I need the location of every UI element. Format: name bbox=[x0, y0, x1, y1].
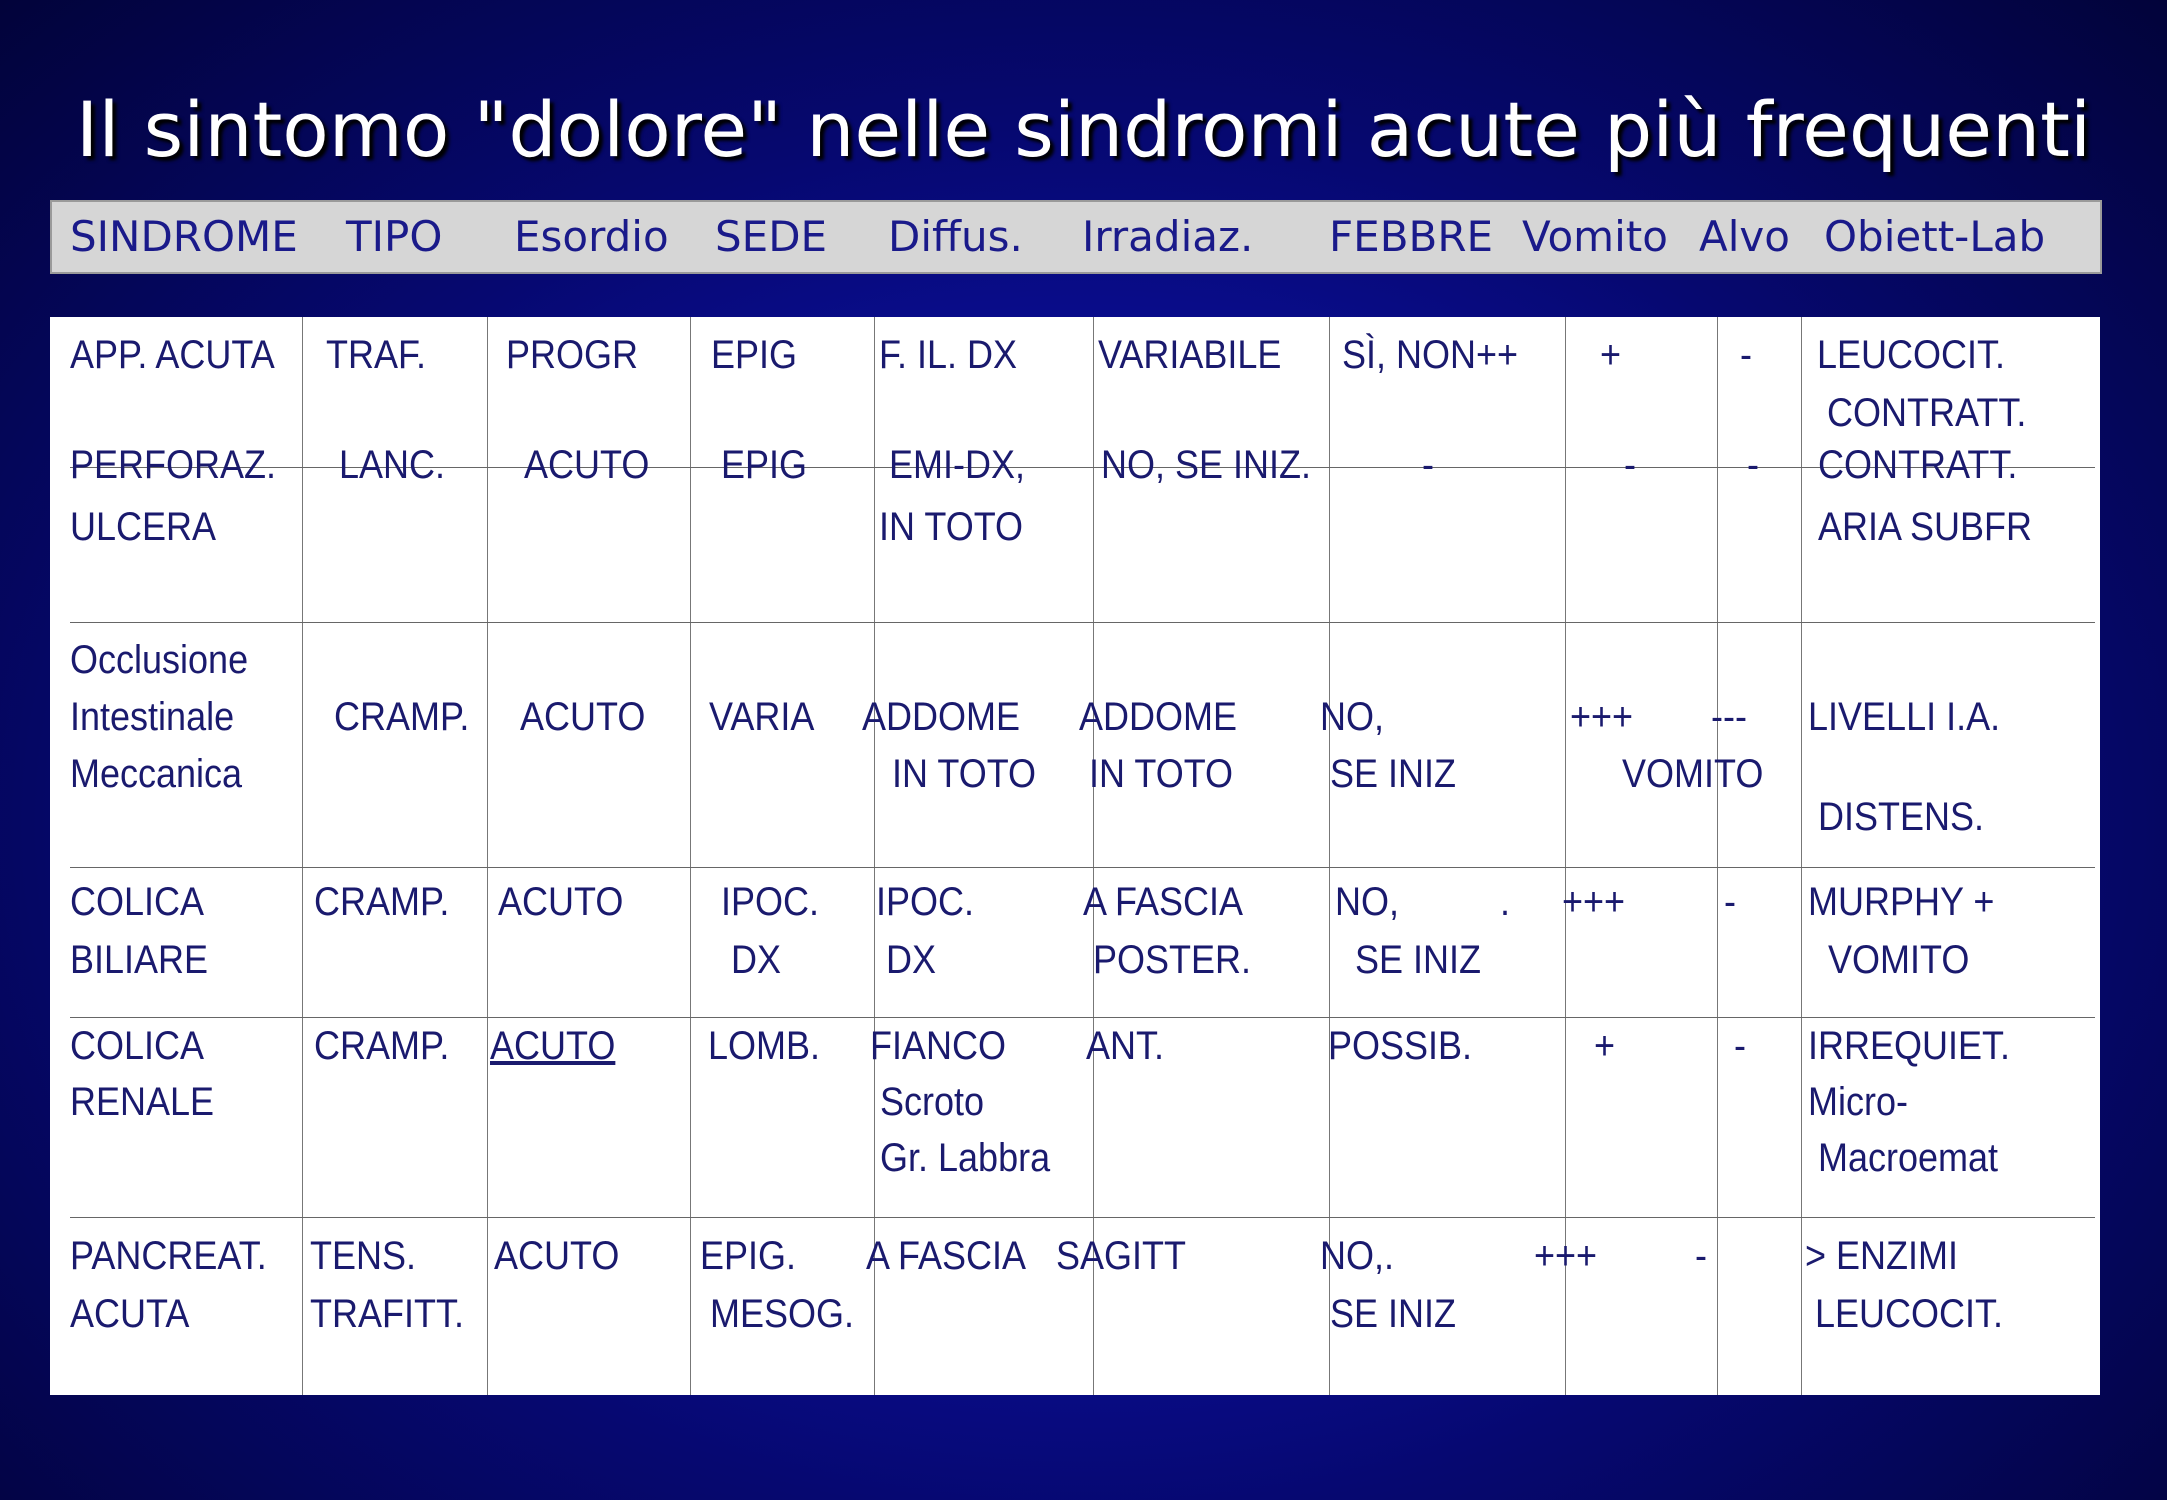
table-cell-esordio: ACUTO bbox=[524, 443, 650, 487]
column-divider bbox=[302, 317, 303, 1395]
table-cell-obiett: MURPHY + bbox=[1808, 880, 1995, 924]
table-cell-alvo: - bbox=[1695, 1234, 1707, 1278]
table-cell-sindrome: RENALE bbox=[70, 1080, 215, 1124]
table-cell-esordio: ACUTO bbox=[494, 1234, 620, 1278]
row-divider bbox=[70, 1217, 2095, 1218]
table-cell-alvo: - bbox=[1734, 1024, 1746, 1068]
table-cell-irradiaz: SAGITT bbox=[1056, 1234, 1187, 1278]
table-cell-alvo: - bbox=[1740, 333, 1752, 377]
table-cell-sindrome: BILIARE bbox=[70, 938, 209, 982]
header-vomito: Vomito bbox=[1522, 212, 1668, 261]
table-cell-obiett: ARIA SUBFR bbox=[1818, 505, 2033, 549]
table-cell-diffus: Gr. Labbra bbox=[870, 1136, 1051, 1180]
table-cell-irradiaz: IN TOTO bbox=[1079, 752, 1234, 796]
table-cell-sindrome: ACUTA bbox=[70, 1292, 190, 1336]
table-cell-vomito: +++ bbox=[1562, 880, 1626, 924]
row-divider bbox=[70, 622, 2095, 623]
header-alvo: Alvo bbox=[1699, 212, 1790, 261]
table-cell-obiett: > ENZIMI bbox=[1805, 1234, 1959, 1278]
table-cell-irradiaz: A FASCIA bbox=[1083, 880, 1244, 924]
header-diffus: Diffus. bbox=[888, 212, 1023, 261]
table-cell-diffus: F. IL. DX bbox=[879, 333, 1018, 377]
table-cell-diffus: IN TOTO bbox=[862, 752, 1037, 796]
table-cell-vomito: + bbox=[1600, 333, 1622, 377]
table-cell-febbre: - bbox=[1422, 443, 1434, 487]
table-cell-sindrome: Occlusione bbox=[70, 638, 249, 682]
table-cell-obiett: LEUCOCIT. bbox=[1805, 1292, 2004, 1336]
table-cell-tipo: TRAF. bbox=[326, 333, 427, 377]
row-divider bbox=[70, 1017, 2095, 1018]
table-cell-vomito: - bbox=[1624, 443, 1636, 487]
table-cell-vomito: +++ bbox=[1534, 1234, 1598, 1278]
table-cell-obiett: LEUCOCIT. bbox=[1817, 333, 2006, 377]
table-cell-obiett: VOMITO bbox=[1808, 938, 1970, 982]
syndrome-table bbox=[50, 317, 2100, 1395]
header-esordio: Esordio bbox=[514, 212, 669, 261]
table-cell-irradiaz: VARIABILE bbox=[1098, 333, 1282, 377]
table-cell-diffus: DX bbox=[876, 938, 937, 982]
column-divider bbox=[690, 317, 691, 1395]
table-cell-sindrome: COLICA bbox=[70, 880, 205, 924]
table-cell-febbre: SE INIZ bbox=[1335, 938, 1482, 982]
table-cell-diffus: FIANCO bbox=[870, 1024, 1007, 1068]
table-cell-obiett: CONTRATT. bbox=[1817, 391, 2027, 435]
header-tipo: TIPO bbox=[346, 212, 443, 261]
table-cell-vomito: +++ bbox=[1570, 695, 1634, 739]
table-cell-tipo: TRAFITT. bbox=[310, 1292, 464, 1336]
table-cell-tipo: TENS. bbox=[310, 1234, 417, 1278]
table-cell-tipo: CRAMP. bbox=[314, 1024, 450, 1068]
table-cell-sindrome: COLICA bbox=[70, 1024, 205, 1068]
table-cell-esordio: ACUTO bbox=[490, 1024, 616, 1068]
table-cell-sindrome: Intestinale bbox=[70, 695, 235, 739]
table-cell-sede: EPIG bbox=[711, 333, 798, 377]
table-cell-irradiaz: ANT. bbox=[1086, 1024, 1165, 1068]
table-cell-febbre-dot: . bbox=[1500, 880, 1511, 924]
table-cell-diffus: EMI-DX, bbox=[879, 443, 1026, 487]
column-divider bbox=[1717, 317, 1718, 1395]
table-cell-irradiaz: ADDOME bbox=[1079, 695, 1238, 739]
table-cell-sede: VARIA bbox=[709, 695, 815, 739]
table-cell-alvo: - bbox=[1747, 443, 1759, 487]
table-cell-obiett: DISTENS. bbox=[1808, 795, 1985, 839]
table-cell-irradiaz: POSTER. bbox=[1083, 938, 1252, 982]
table-cell-sindrome: Meccanica bbox=[70, 752, 243, 796]
table-cell-sede: IPOC. bbox=[711, 880, 820, 924]
table-cell-sindrome: PANCREAT. bbox=[70, 1234, 267, 1278]
table-cell-febbre: NO, bbox=[1335, 880, 1400, 924]
table-cell-sindrome: APP. ACUTA bbox=[70, 333, 275, 377]
table-cell-vomito-note: VOMITO bbox=[1622, 752, 1764, 796]
slide-title: Il sintomo "dolore" nelle sindromi acute più frequenti bbox=[75, 85, 2092, 174]
table-cell-obiett: LIVELLI I.A. bbox=[1808, 695, 2001, 739]
table-cell-tipo: CRAMP. bbox=[314, 880, 450, 924]
column-divider bbox=[487, 317, 488, 1395]
table-cell-diffus: Scroto bbox=[870, 1080, 985, 1124]
table-cell-sede: DX bbox=[711, 938, 782, 982]
table-cell-sindrome: ULCERA bbox=[70, 505, 217, 549]
table-cell-febbre: NO, bbox=[1320, 695, 1385, 739]
table-cell-obiett: Macroemat bbox=[1808, 1136, 1999, 1180]
table-cell-tipo: LANC. bbox=[339, 443, 446, 487]
table-cell-esordio: ACUTO bbox=[498, 880, 624, 924]
header-sede: SEDE bbox=[715, 212, 828, 261]
table-cell-sede: EPIG bbox=[721, 443, 808, 487]
table-cell-alvo: --- bbox=[1711, 695, 1747, 739]
column-divider bbox=[1801, 317, 1802, 1395]
header-obiett-lab: Obiett-Lab bbox=[1824, 212, 2046, 261]
table-cell-sede: MESOG. bbox=[700, 1292, 855, 1336]
table-cell-sede: EPIG. bbox=[700, 1234, 797, 1278]
table-cell-febbre: POSSIB. bbox=[1328, 1024, 1473, 1068]
table-cell-diffus: ADDOME bbox=[862, 695, 1021, 739]
row-divider bbox=[70, 867, 2095, 868]
table-header-bar bbox=[50, 200, 2102, 274]
table-cell-esordio: PROGR bbox=[506, 333, 639, 377]
table-cell-febbre: SE INIZ bbox=[1320, 1292, 1457, 1336]
header-febbre: FEBBRE bbox=[1329, 212, 1494, 261]
table-cell-sede: LOMB. bbox=[708, 1024, 821, 1068]
header-sindrome: SINDROME bbox=[70, 212, 298, 261]
table-cell-diffus: A FASCIA bbox=[866, 1234, 1027, 1278]
table-cell-febbre: NO,. bbox=[1320, 1234, 1395, 1278]
table-cell-febbre: SÌ, NON++ bbox=[1342, 333, 1519, 377]
table-cell-esordio: ACUTO bbox=[520, 695, 646, 739]
table-cell-obiett: IRREQUIET. bbox=[1808, 1024, 2011, 1068]
table-cell-irradiaz: NO, SE INIZ. bbox=[1101, 443, 1312, 487]
table-cell-febbre: SE INIZ bbox=[1320, 752, 1457, 796]
table-cell-obiett: Micro- bbox=[1808, 1080, 1908, 1124]
table-cell-tipo: CRAMP. bbox=[334, 695, 470, 739]
header-irradiaz: Irradiaz. bbox=[1082, 212, 1254, 261]
table-cell-vomito: + bbox=[1594, 1024, 1616, 1068]
table-cell-diffus: IPOC. bbox=[876, 880, 975, 924]
table-cell-obiett: CONTRATT. bbox=[1818, 443, 2018, 487]
table-cell-sindrome: PERFORAZ. bbox=[70, 443, 277, 487]
table-cell-alvo: - bbox=[1724, 880, 1736, 924]
table-cell-diffus: IN TOTO bbox=[879, 505, 1024, 549]
